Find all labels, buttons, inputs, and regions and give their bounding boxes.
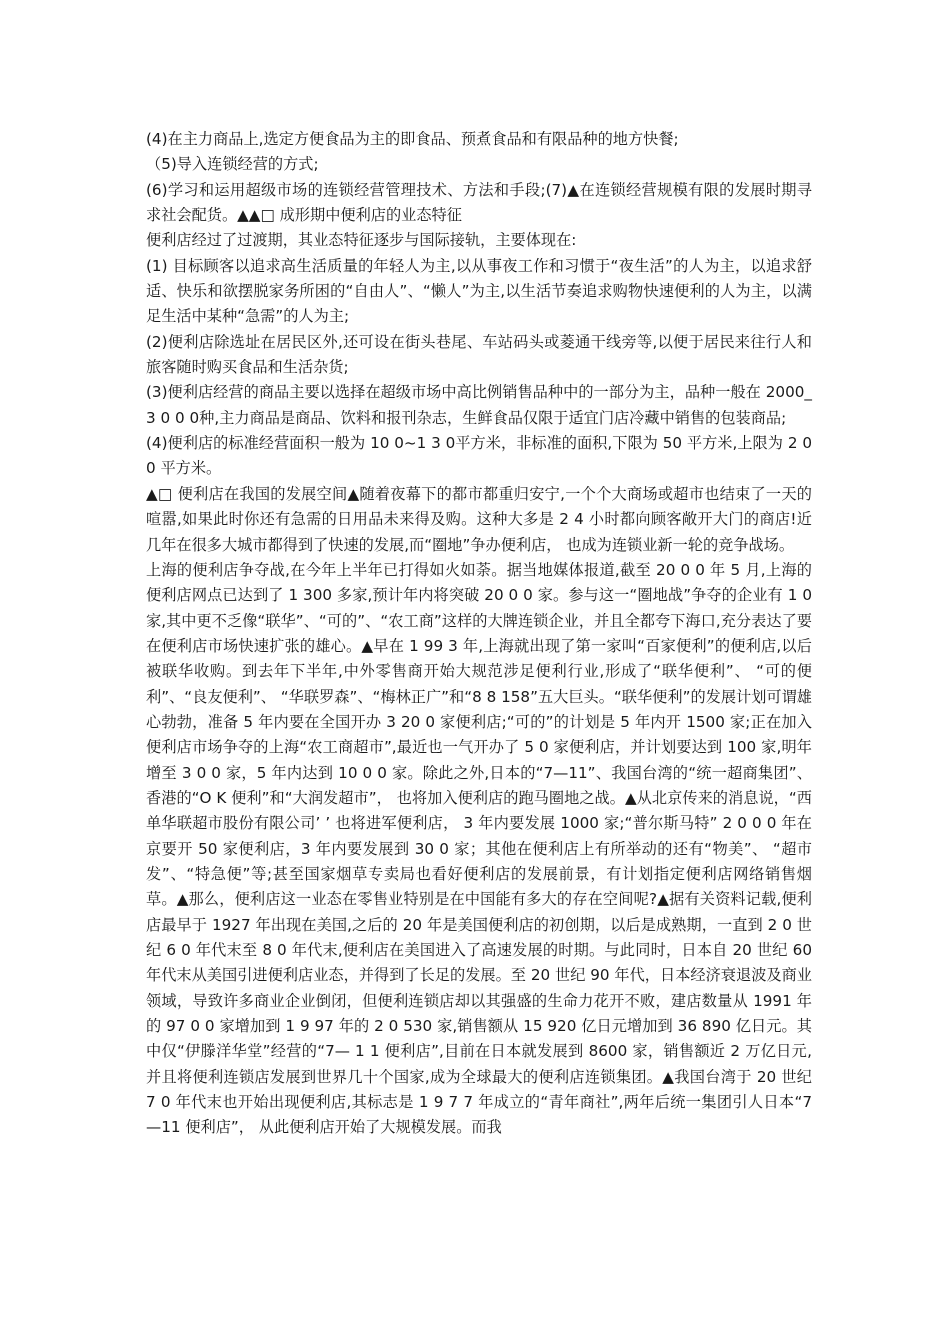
paragraph-feature-3-goods: (3)便利店经营的商品主要以选择在超级市场中高比例销售品种中的一部分为主，品种一般在 2000_3 0 0 0种,主力商品是商品、饮料和报刊杂志，生鲜食品仅限于适宜门店冷藏中销售的包装商品; — [146, 383, 812, 427]
paragraph-feature-4-area: (4)便利店的标准经营面积一般为 10 0~1 3 0平方米，非标准的面积,下限为 50 平方米,上限为 2 00 平方米。 — [146, 434, 812, 478]
paragraph-item-4-cuisine: (4)在主力商品上,选定方便食品为主的即食品、预煮食品和有限品种的地方快餐; — [146, 130, 679, 148]
document-body — [146, 127, 812, 1141]
paragraph-feature-1-customers: (1) 目标顾客以追求高生活质量的年轻人为主,以从事夜工作和习惯于“夜生活”的人为主，以追求舒适、快乐和欲摆脱家务所困的“自由人”、“懒人”为主,以生活节奏追求购物快速便利的人为主，以满足生活中某种“急需”的人为主; — [146, 256, 812, 326]
paragraph-feature-2-location: (2)便利店除选址在居民区外,还可设在街头巷尾、车站码头或菱通干线旁等,以便于居民来往行人和旅客随时购买食品和生活杂货; — [146, 332, 812, 377]
paragraph-item-5-chain-mode: （5)导入连锁经营的方式; — [146, 155, 319, 174]
paragraph-shanghai-competition: 上海的便利店争夺战,在今年上半年已打得如火如荼。据当地媒体报道,截至 20 0 0 年 5 月,上海的便利店网点已达到了 1 300 多家,预计年内将突破 20 0 0 家。参与这一“圈地战”争夺的企业有 1 0 家,其中更不乏像“联华”、“可的”、“农工商”这样的大牌连锁企业，并且全都夸下海口,充分表达了要在便利店市场快速扩张的雄心。▲早在 1 99 3 年,上海就出现了第一家叫“百家便利”的便利店,以后被联华收购。到去年下半年,中外零售商开始大规范涉足便利行业,形成了“联华便利”、 “可的便利”、“良友便利”、 “华联罗森”、“梅林正广”和“8 8 158”五大巨头。“联华便利”的发展计划可谓雄心勃勃，准备 5 年内要在全国开办 3 20 0 家便利店;“可的”的计划是 5 年内开 1500 家;正在加入便利店市场争夺的上海“农工商超市”,最近也一气开办了 5 0 家便利店，并计划要达到 100 家,明年增至 3 0 0 家，5 年内达到 10 0 0 家。除此之外,日本的“7—11”、我国台湾的“统一超商集团”、香港的“O K 便利”和“大润发超市”， 也将加入便利店的跑马圈地之战。▲从北京传来的消息说，“西单华联超市股份有限公司’ ’ 也将进军便利店， 3 年内要发展 1000 家;“普尔斯马特” 2 0 0 0 年在京要开 50 家便利店，3 年内要发展到 30 0 家；其他在便利店上有所举动的还有“物美”、 “超市发”、“特急便”等;甚至国家烟草专卖局也看好便利店的发展前景，有计划指定便利店网络销售烟草。▲那么，便利店这一业态在零售业特别是在中国能有多大的存在空间呢?▲据有关资料记载,便利店最早于 1927 年出现在美国,之后的 20 年是美国便利店的初创期，以后是成熟期，一直到 2 0 世纪 6 0 年代末至 8 0 年代末,便利店在美国进入了高速发展的时期。与此同时，日本自 20 世纪 60 年代末从美国引进便利店业态，并得到了长足的发展。至 20 世纪 90 年代，日本经济衰退波及商业领域，导致许多商业企业倒闭，但便利连锁店却以其强盛的生命力花开不败，建店数量从 1991 年的 97 0 0 家增加到 1 9 97 年的 2 0 530 家,销售额从 15 920 亿日元增加到 36 890 亿日元。其中仅“伊滕洋华堂”经营的“7— 1 1 便利店”,目前在日本就发展到 8600 家，销售额近 2 万亿日元,并且将便利连锁店发展到世界几十个国家,成为全球最大的便利店连锁集团。▲我国台湾于 20 世纪 7 0 年代末也开始出现便利店,其标志是 1 9 7 7 年成立的“青年商社”,两年后统一集团引人日本“7—11 便利店”， 从此便利店开始了大规模发展。而我 — [146, 560, 812, 1137]
paragraph-item-6-7-management: (6)学习和运用超级市场的连锁经营管理技术、方法和手段;(7)▲在连锁经营规模有限的发展时期寻求社会配货。▲▲□ 成形期中便利店的业态特征 — [146, 180, 812, 225]
paragraph-intro-features: 便利店经过了过渡期，其业态特征逐步与国际接轨，主要体现在: — [146, 231, 577, 250]
paragraph-development-space: ▲□ 便利店在我国的发展空间▲随着夜幕下的都市都重归安宁,一个个大商场或超市也结束了一天的喧嚣,如果此时你还有急需的日用品未来得及购。这种大多是 2 4 小时都向顾客敞开大门的商店!近几年在很多大城市都得到了快速的发展,而“圈地”争办便利店， 也成为连锁业新一轮的竞争战场。 — [146, 484, 812, 554]
